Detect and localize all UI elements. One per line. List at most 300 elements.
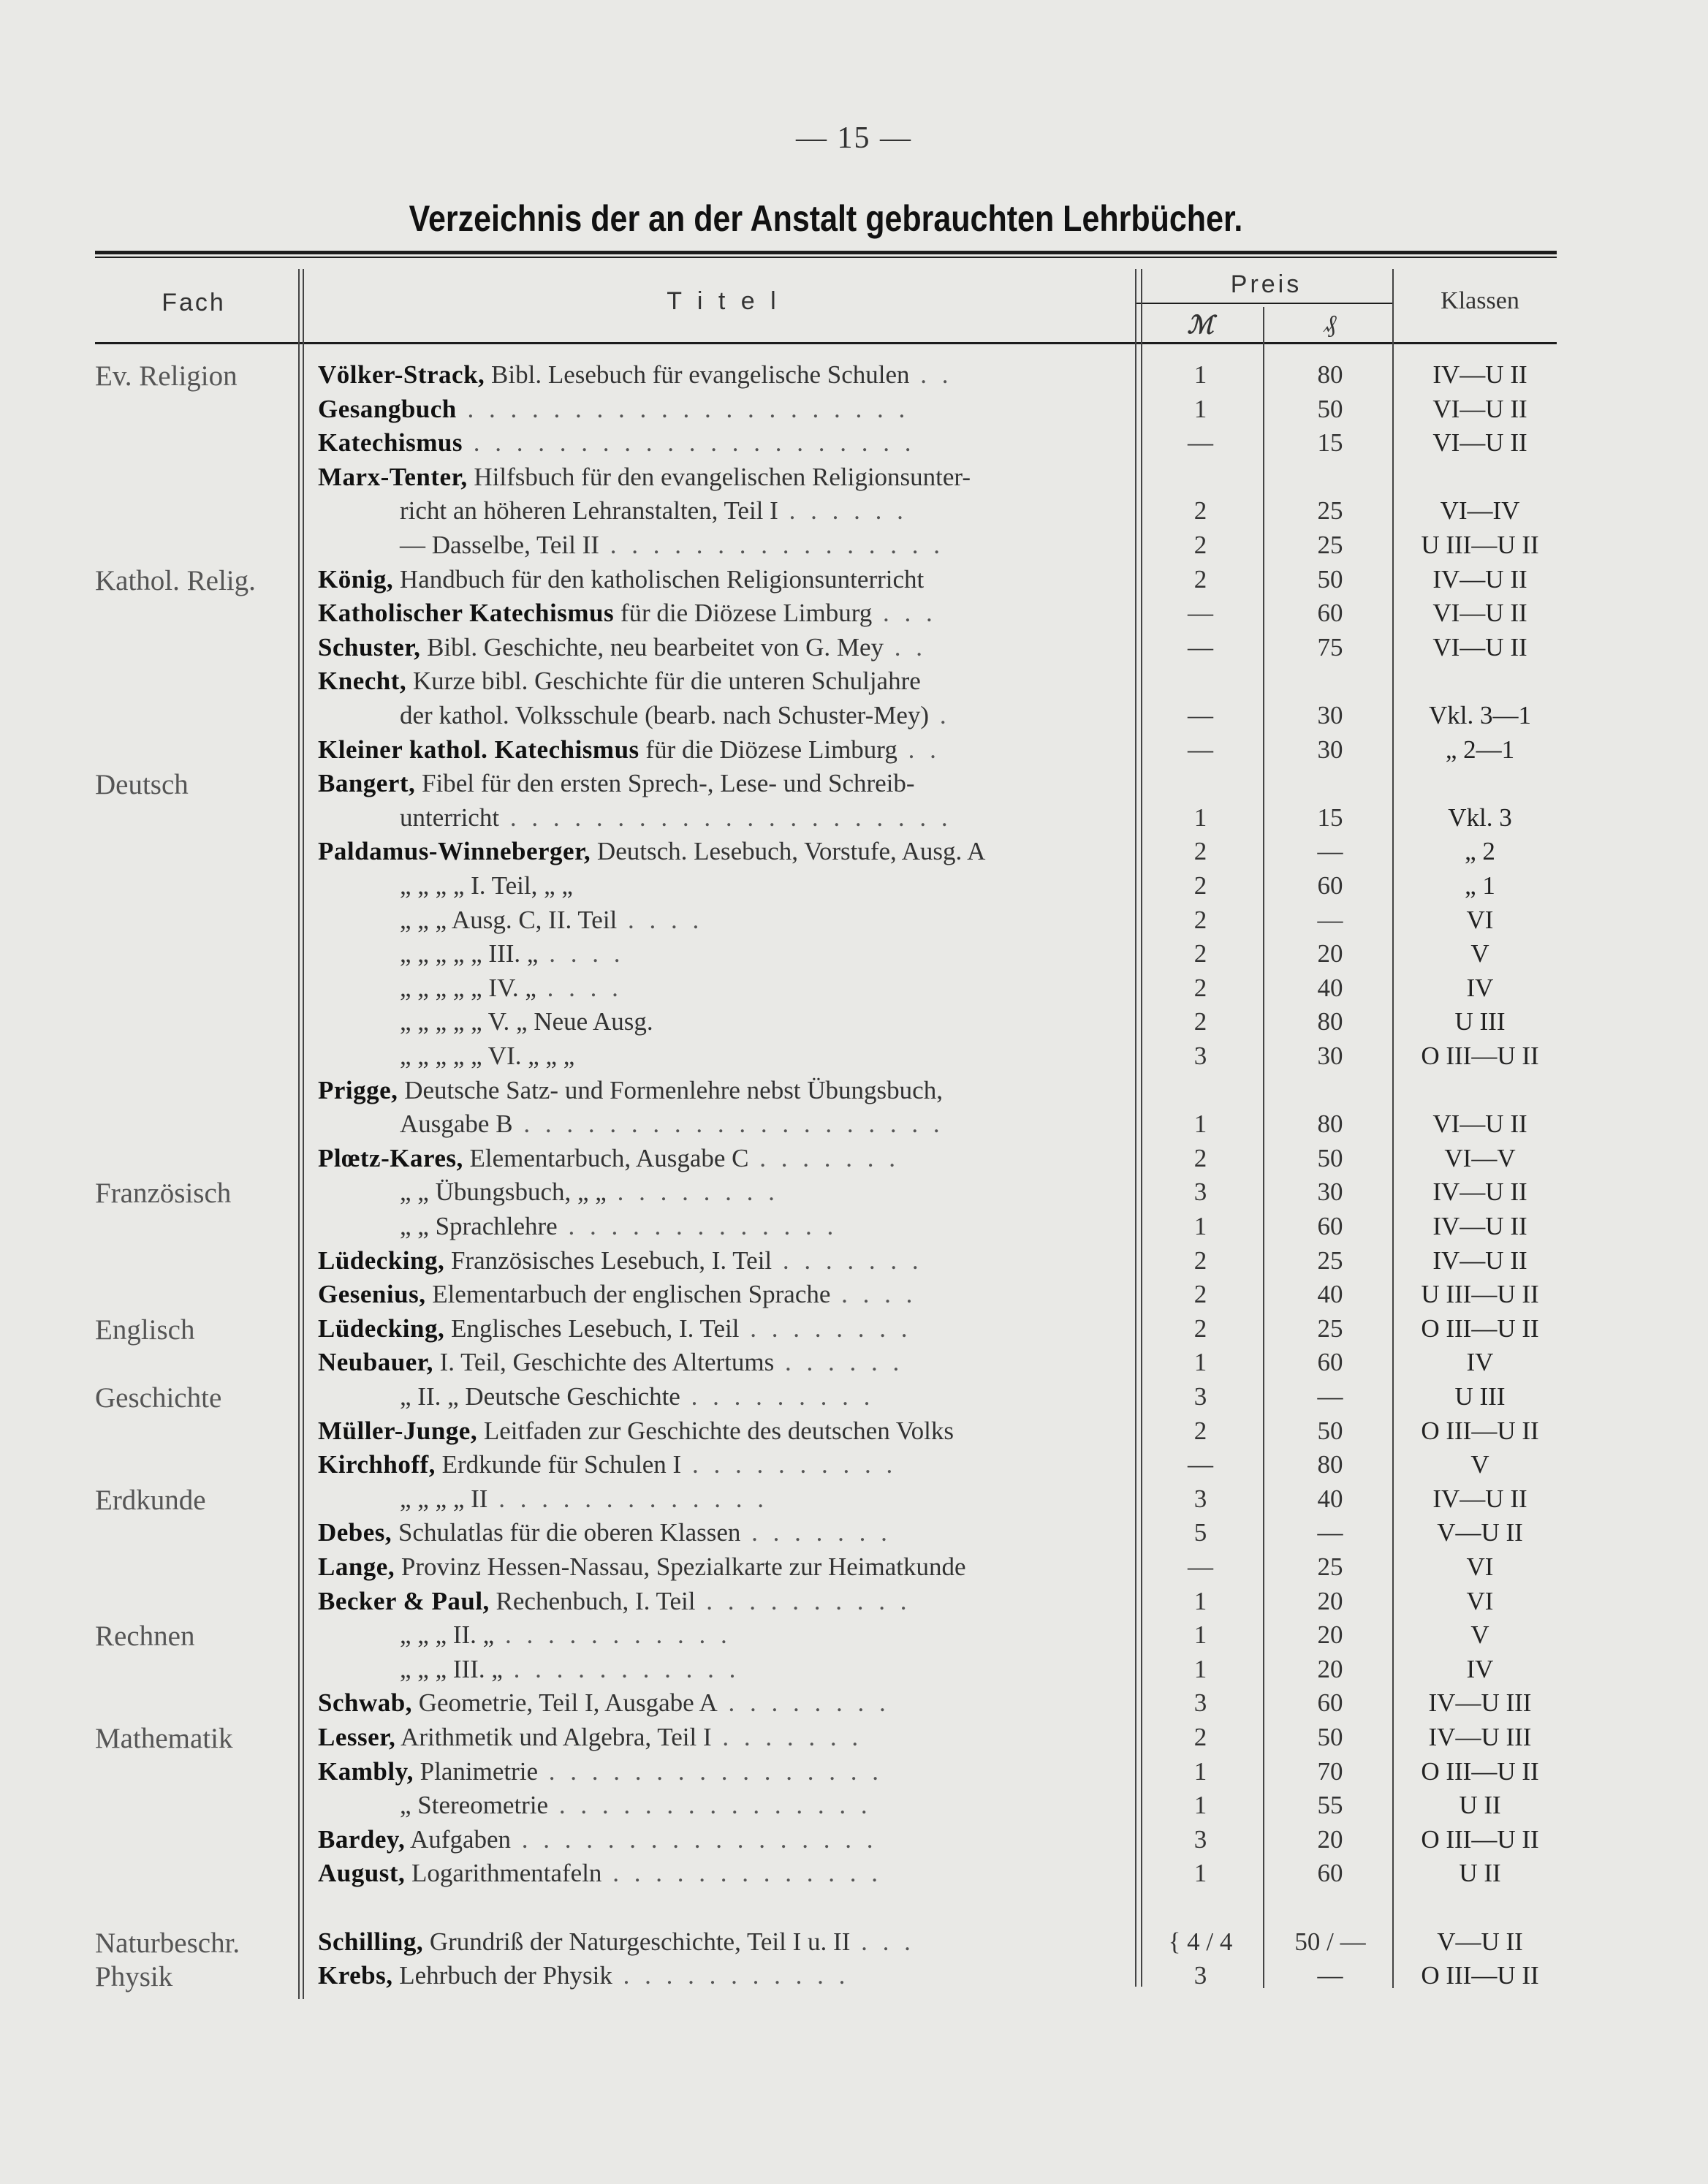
price-mark: 2: [1193, 496, 1207, 526]
table-row: [0, 869, 1708, 903]
book-title: [318, 631, 1126, 664]
book-description: „ Stereometrie: [400, 1791, 549, 1820]
price-mark: 5: [1193, 1518, 1207, 1547]
classes: U II: [1459, 1859, 1501, 1888]
classes: IV—U II: [1432, 1484, 1527, 1513]
price-mark: 3: [1193, 1484, 1207, 1513]
table-row: [0, 358, 1708, 392]
price-pfennig: 80: [1317, 1007, 1343, 1036]
book-author: Kirchhoff,: [318, 1450, 436, 1479]
table-row: [0, 1857, 1708, 1890]
price-pfennig: 30: [1317, 1178, 1343, 1207]
book-description: richt an höheren Lehranstalten, Teil I: [400, 496, 778, 526]
book-title: [318, 596, 1126, 630]
subject-label: Rechnen: [95, 1620, 195, 1653]
price-mark: —: [1188, 1450, 1213, 1479]
book-description: „ „ „ „ „ V. „ Neue Ausg.: [400, 1007, 653, 1036]
header-pfennig: ₰: [1324, 311, 1337, 338]
table-row: [0, 563, 1708, 596]
table-row: [0, 1516, 1708, 1550]
book-title: [318, 699, 1126, 732]
book-author: Paldamus-Winneberger,: [318, 837, 591, 866]
price-pfennig: 30: [1317, 1042, 1343, 1070]
book-description: Elementarbuch, Ausgabe C: [463, 1143, 749, 1172]
price-pfennig: 50: [1317, 564, 1343, 594]
book-description: „ „ „ „ I. Teil, „ „: [400, 871, 573, 900]
table-row: [0, 699, 1708, 732]
subject-label: Deutsch: [95, 769, 189, 801]
leader-dots: . . . . . . . .: [739, 1313, 912, 1343]
book-description: Elementarbuch der englischen Sprache: [425, 1280, 831, 1309]
price-pfennig: 60: [1317, 599, 1343, 628]
leader-dots: . . . . . .: [774, 1348, 904, 1377]
table-row: [0, 1448, 1708, 1482]
price-mark: 2: [1193, 871, 1207, 900]
price-pfennig: 50: [1317, 394, 1343, 423]
book-title: [318, 1823, 1126, 1857]
classes: V—U II: [1437, 1927, 1523, 1956]
book-description: Ausgabe B: [400, 1110, 513, 1139]
book-title: [318, 1482, 1126, 1516]
classes: VI—U II: [1432, 632, 1527, 661]
table-row: [0, 1721, 1708, 1754]
price-pfennig: 60: [1317, 1212, 1343, 1240]
book-title: [318, 1925, 1126, 1959]
price-mark: 1: [1193, 1586, 1207, 1615]
book-title: [318, 1653, 1126, 1686]
price-pfennig: 25: [1317, 531, 1343, 559]
book-title: [318, 1550, 1126, 1584]
book-description: Handbuch für den katholischen Religionsunterricht: [393, 564, 925, 594]
book-author: Gesangbuch: [318, 394, 457, 423]
leader-dots: . . . . . . . . . . . . . . . . .: [511, 1824, 878, 1854]
header-klassen: Klassen: [1441, 287, 1519, 314]
table-row: [0, 596, 1708, 630]
book-description: „ „ „ II. „: [400, 1620, 495, 1650]
price-mark: 1: [1193, 1756, 1207, 1786]
classes: IV: [1466, 973, 1494, 1002]
book-description: Bibl. Lesebuch für evangelische Schulen: [485, 360, 910, 389]
price-pfennig: 60: [1317, 1859, 1343, 1888]
classes: IV: [1466, 1654, 1494, 1683]
subject-label: Kathol. Relig.: [95, 564, 256, 596]
table-row: [0, 1414, 1708, 1448]
classes: IV—U II: [1432, 360, 1527, 389]
classes: VI—U II: [1432, 599, 1527, 628]
classes: U II: [1459, 1791, 1501, 1820]
table-row: [0, 1925, 1708, 1959]
table-row: [0, 1175, 1708, 1209]
header-mark: ℳ: [1187, 312, 1214, 339]
book-title: [318, 1686, 1126, 1720]
book-title: [318, 426, 1126, 460]
classes: Vkl. 3—1: [1429, 701, 1531, 729]
price-mark: 2: [1193, 1313, 1207, 1343]
book-title: [318, 801, 1126, 835]
price-pfennig: 80: [1317, 1450, 1343, 1479]
book-author: Lüdecking,: [318, 1313, 445, 1343]
book-author: Plœtz-Kares,: [318, 1143, 463, 1172]
table-top-rule: [95, 251, 1557, 254]
book-title: [318, 1039, 1126, 1073]
classes: O III—U II: [1421, 1756, 1539, 1786]
classes: V—U II: [1437, 1518, 1523, 1547]
book-description: unterricht: [400, 803, 500, 832]
table-row: [0, 1653, 1708, 1686]
header-titel: T i t e l: [667, 287, 781, 315]
book-description: Kurze bibl. Geschichte für die unteren Schuljahre: [406, 667, 921, 696]
price-pfennig: 20: [1317, 939, 1343, 968]
leader-dots: . . . . . . . . . . .: [612, 1961, 850, 1990]
book-title: [318, 1278, 1126, 1311]
book-author: Lüdecking,: [318, 1245, 445, 1275]
header-preis: Preis: [1230, 270, 1302, 298]
page-title: Verzeichnis der an der Anstalt gebrauchten Lehrbücher.: [409, 198, 1243, 239]
table-row: [0, 460, 1708, 494]
book-title: [318, 1585, 1126, 1618]
leader-dots: . . . . . . .: [740, 1518, 892, 1547]
book-author: Krebs,: [318, 1961, 393, 1990]
table-row: [0, 1482, 1708, 1516]
price-pfennig: 50 / —: [1294, 1927, 1366, 1956]
subject-label: Physik: [95, 1961, 173, 1993]
leader-dots: . . . . . . . . . . . . .: [557, 1212, 838, 1240]
table-row: [0, 1789, 1708, 1822]
table-row: [0, 1142, 1708, 1175]
book-author: Kleiner kathol. Katechismus: [318, 735, 639, 764]
price-pfennig: 20: [1317, 1586, 1343, 1615]
book-description: Lehrbuch der Physik: [392, 1961, 612, 1990]
leader-dots: . . . . . . .: [772, 1245, 923, 1275]
classes: VI—IV: [1440, 496, 1520, 526]
leader-dots: . . . .: [617, 905, 704, 934]
book-title: [318, 1516, 1126, 1550]
classes: V: [1470, 1450, 1489, 1479]
book-title: [318, 1857, 1126, 1890]
price-pfennig: 40: [1317, 1280, 1343, 1309]
price-mark: 3: [1193, 1688, 1207, 1718]
classes: Vkl. 3: [1448, 803, 1512, 832]
book-title: [318, 903, 1126, 937]
book-title: [318, 835, 1126, 868]
price-pfennig: 30: [1317, 735, 1343, 764]
price-mark: 1: [1193, 1110, 1207, 1139]
leader-dots: . . . . . . . . . . . . . . . . . . . . .: [499, 803, 952, 832]
price-pfennig: 20: [1317, 1654, 1343, 1683]
classes: IV—U II: [1432, 1212, 1527, 1240]
book-description: Arithmetik und Algebra, Teil I: [395, 1723, 712, 1751]
leader-dots: . . . . . . . . .: [680, 1382, 875, 1411]
table-row: [0, 903, 1708, 937]
header-fach: Fach: [162, 289, 226, 316]
book-description: Schulatlas für die oberen Klassen: [392, 1518, 741, 1547]
classes: VI—U II: [1432, 428, 1527, 458]
book-title: [318, 937, 1126, 971]
classes: „ 2: [1465, 837, 1495, 866]
book-description: Deutsche Satz- und Formenlehre nebst Übungsbuch,: [398, 1075, 943, 1104]
classes: U III—U II: [1421, 531, 1539, 559]
book-description: Logarithmentafeln: [405, 1859, 602, 1888]
price-mark: 3: [1193, 1178, 1207, 1207]
price-pfennig: 25: [1317, 1552, 1343, 1581]
classes: U III: [1454, 1007, 1506, 1036]
table-row: [0, 1074, 1708, 1107]
book-author: Debes,: [318, 1518, 392, 1547]
classes: IV: [1466, 1348, 1494, 1377]
classes: V: [1470, 1620, 1489, 1650]
table-row: [0, 937, 1708, 971]
classes: VI—U II: [1432, 394, 1527, 423]
book-description: Deutsch. Lesebuch, Vorstufe, Ausg. A: [591, 837, 986, 866]
book-title: [318, 664, 1126, 698]
subject-label: Französisch: [95, 1178, 232, 1210]
classes: VI: [1466, 1586, 1494, 1615]
table-row: [0, 1039, 1708, 1073]
price-pfennig: —: [1317, 1518, 1343, 1547]
classes: O III—U II: [1421, 1416, 1539, 1445]
classes: IV—U III: [1428, 1723, 1532, 1751]
price-pfennig: —: [1317, 1382, 1343, 1411]
leader-dots: . . . . . . . . . . . . . . . . . . . .: [512, 1110, 944, 1139]
leader-dots: . . . .: [830, 1280, 917, 1309]
price-pfennig: 25: [1317, 1245, 1343, 1275]
price-mark: —: [1188, 599, 1213, 628]
book-description: — Dasselbe, Teil II: [400, 531, 599, 559]
leader-dots: . . . . . . . . . . . . . . . . . . . . .: [456, 394, 910, 423]
book-author: Knecht,: [318, 667, 407, 696]
leader-dots: . . .: [850, 1927, 915, 1956]
table-row: [0, 1585, 1708, 1618]
price-mark: 2: [1193, 1007, 1207, 1036]
price-mark: —: [1188, 701, 1213, 729]
price-pfennig: 80: [1317, 360, 1343, 389]
book-author: Gesenius,: [318, 1280, 426, 1309]
book-title: [318, 1244, 1126, 1278]
book-description: „ „ „ „ „ VI. „ „ „: [400, 1042, 575, 1070]
table-row: [0, 393, 1708, 426]
book-description: für die Diözese Limburg: [614, 599, 873, 628]
price-mark: 1: [1193, 360, 1207, 389]
price-pfennig: 60: [1317, 1688, 1343, 1718]
subject-label: Mathematik: [95, 1723, 233, 1754]
subject-label: Naturbeschr.: [95, 1927, 240, 1959]
table-row: [0, 835, 1708, 868]
leader-dots: . .: [897, 735, 941, 764]
book-author: August,: [318, 1859, 406, 1888]
book-description: für die Diözese Limburg: [639, 735, 897, 764]
price-pfennig: 20: [1317, 1824, 1343, 1854]
price-pfennig: 25: [1317, 1313, 1343, 1343]
book-title: [318, 971, 1126, 1005]
price-mark: 1: [1193, 803, 1207, 832]
price-pfennig: 60: [1317, 1348, 1343, 1377]
price-mark: 1: [1193, 1620, 1207, 1650]
book-title: [318, 1005, 1126, 1039]
table-row: [0, 1244, 1708, 1278]
leader-dots: . . . . . . . . . .: [695, 1586, 911, 1615]
book-description: Erdkunde für Schulen I: [435, 1450, 682, 1479]
book-description: „ „ „ „ „ III. „: [400, 939, 539, 968]
classes: VI—U II: [1432, 1110, 1527, 1139]
book-description: „ „ „ „ II: [400, 1484, 488, 1513]
price-pfennig: 80: [1317, 1110, 1343, 1139]
table-top-rule-thin: [95, 257, 1557, 258]
price-pfennig: 60: [1317, 871, 1343, 900]
price-mark: 2: [1193, 1723, 1207, 1751]
book-description: „ „ Sprachlehre: [400, 1212, 558, 1240]
price-mark: 1: [1193, 1791, 1207, 1820]
table-row: [0, 1755, 1708, 1789]
price-mark: —: [1188, 735, 1213, 764]
price-pfennig: 50: [1317, 1416, 1343, 1445]
table-row: [0, 1686, 1708, 1720]
table-row: [0, 1823, 1708, 1857]
book-title: [318, 1755, 1126, 1789]
price-mark: 3: [1193, 1042, 1207, 1070]
price-mark: 2: [1193, 564, 1207, 594]
classes: VI: [1466, 1552, 1494, 1581]
book-description: „ „ „ III. „: [400, 1654, 503, 1683]
book-description: Französisches Lesebuch, I. Teil: [444, 1245, 773, 1275]
book-title: [318, 528, 1126, 562]
book-description: Planimetrie: [413, 1756, 538, 1786]
book-title: [318, 1175, 1126, 1209]
leader-dots: . . . . . . . .: [717, 1688, 890, 1718]
table-row: [0, 1618, 1708, 1652]
price-pfennig: 15: [1317, 428, 1343, 458]
price-pfennig: 55: [1317, 1791, 1343, 1820]
classes: IV—U III: [1428, 1688, 1532, 1718]
price-pfennig: 25: [1317, 496, 1343, 526]
price-pfennig: —: [1317, 837, 1343, 866]
classes: „ 2—1: [1445, 735, 1515, 764]
book-title: [318, 1142, 1126, 1175]
book-title: [318, 733, 1126, 767]
table-row: [0, 1210, 1708, 1243]
leader-dots: . . . .: [538, 939, 625, 968]
classes: IV—U II: [1432, 564, 1527, 594]
book-title: [318, 1618, 1126, 1652]
table-row: [0, 1005, 1708, 1039]
price-pfennig: 20: [1317, 1620, 1343, 1650]
leader-dots: . . . . . . . . . . . . . . . . . . . . .: [463, 428, 916, 458]
price-mark: 3: [1193, 1824, 1207, 1854]
book-author: Müller-Junge,: [318, 1416, 478, 1445]
table-row: [0, 1550, 1708, 1584]
leader-dots: . . . . . . . . . . . . . . . .: [538, 1756, 883, 1786]
preis-subheader-rule: [1135, 303, 1392, 304]
book-author: Bangert,: [318, 769, 416, 798]
classes: IV—U II: [1432, 1178, 1527, 1207]
price-mark: 1: [1193, 394, 1207, 423]
price-mark: 1: [1193, 1348, 1207, 1377]
table-row: [0, 1278, 1708, 1311]
book-description: „ II. „ Deutsche Geschichte: [400, 1382, 680, 1411]
book-author: Schuster,: [318, 632, 421, 661]
price-pfennig: —: [1317, 1961, 1343, 1990]
leader-dots: . . . .: [536, 973, 623, 1002]
price-pfennig: 40: [1317, 973, 1343, 1002]
leader-dots: . . . . . . . . . . . . .: [487, 1484, 768, 1513]
book-author: Katholischer Katechismus: [318, 599, 615, 628]
price-mark: 2: [1193, 973, 1207, 1002]
leader-dots: . . . . . . . . . . .: [502, 1654, 740, 1683]
classes: U III—U II: [1421, 1280, 1539, 1309]
leader-dots: . . . . . .: [778, 496, 908, 526]
table-row: [0, 1959, 1708, 1992]
price-pfennig: 50: [1317, 1723, 1343, 1751]
book-title: [318, 358, 1126, 392]
price-pfennig: 75: [1317, 632, 1343, 661]
leader-dots: . . . . . . .: [748, 1143, 900, 1172]
classes: V: [1470, 939, 1489, 968]
subject-label: Erdkunde: [95, 1484, 206, 1516]
book-description: der kathol. Volksschule (bearb. nach Schuster-Mey): [400, 701, 930, 729]
book-title: [318, 1448, 1126, 1482]
header-bottom-rule: [95, 342, 1557, 344]
leader-dots: . . . . . . . . . . . . .: [601, 1859, 882, 1888]
price-mark: 2: [1193, 905, 1207, 934]
table-row: [0, 1107, 1708, 1141]
leader-dots: . . .: [872, 599, 937, 628]
book-author: Kambly,: [318, 1756, 414, 1786]
book-author: Völker-Strack,: [318, 360, 485, 389]
price-mark: 1: [1193, 1212, 1207, 1240]
price-mark: —: [1188, 1552, 1213, 1581]
price-mark: 2: [1193, 531, 1207, 559]
price-mark: 2: [1193, 837, 1207, 866]
subject-label: Ev. Religion: [95, 360, 238, 392]
book-title: [318, 1210, 1126, 1243]
leader-dots: . . . . . . . .: [606, 1178, 779, 1207]
price-mark: 2: [1193, 1245, 1207, 1275]
table-row: [0, 1891, 1708, 1925]
price-mark: 2: [1193, 1416, 1207, 1445]
price-pfennig: 70: [1317, 1756, 1343, 1786]
table-row: [0, 1380, 1708, 1414]
book-description: Leitfaden zur Geschichte des deutschen Volks: [477, 1416, 954, 1445]
leader-dots: . . . . . . . . . .: [681, 1450, 897, 1479]
book-description: Aufgaben: [405, 1824, 512, 1854]
price-mark: 2: [1193, 1143, 1207, 1172]
subject-label: Geschichte: [95, 1382, 222, 1414]
leader-dots: . .: [909, 360, 953, 389]
classes: VI—V: [1444, 1143, 1516, 1172]
price-mark: 2: [1193, 939, 1207, 968]
book-title: [318, 563, 1126, 596]
price-mark: 3: [1193, 1382, 1207, 1411]
book-description: „ „ Übungsbuch, „ „: [400, 1178, 607, 1207]
leader-dots: . . . . . . . . . . . . . . .: [548, 1791, 872, 1820]
book-title: [318, 1414, 1126, 1448]
book-title: [318, 767, 1126, 800]
book-description: „ „ „ „ „ IV. „: [400, 973, 536, 1002]
book-title: [318, 1959, 1126, 1992]
leader-dots: .: [929, 701, 951, 729]
price-pfennig: 40: [1317, 1484, 1343, 1513]
book-author: Bardey,: [318, 1824, 406, 1854]
table-row: [0, 801, 1708, 835]
table-row: [0, 1312, 1708, 1346]
table-row: [0, 528, 1708, 562]
classes: IV—U II: [1432, 1245, 1527, 1275]
leader-dots: . . . . . . . . . . . . . . . .: [599, 531, 944, 559]
price-mark: —: [1188, 632, 1213, 661]
book-description: I. Teil, Geschichte des Altertums: [433, 1348, 775, 1377]
price-mark: 3: [1193, 1961, 1207, 1990]
leader-dots: . . . . . . . . . . .: [494, 1620, 732, 1650]
price-mark: 1: [1193, 1859, 1207, 1888]
